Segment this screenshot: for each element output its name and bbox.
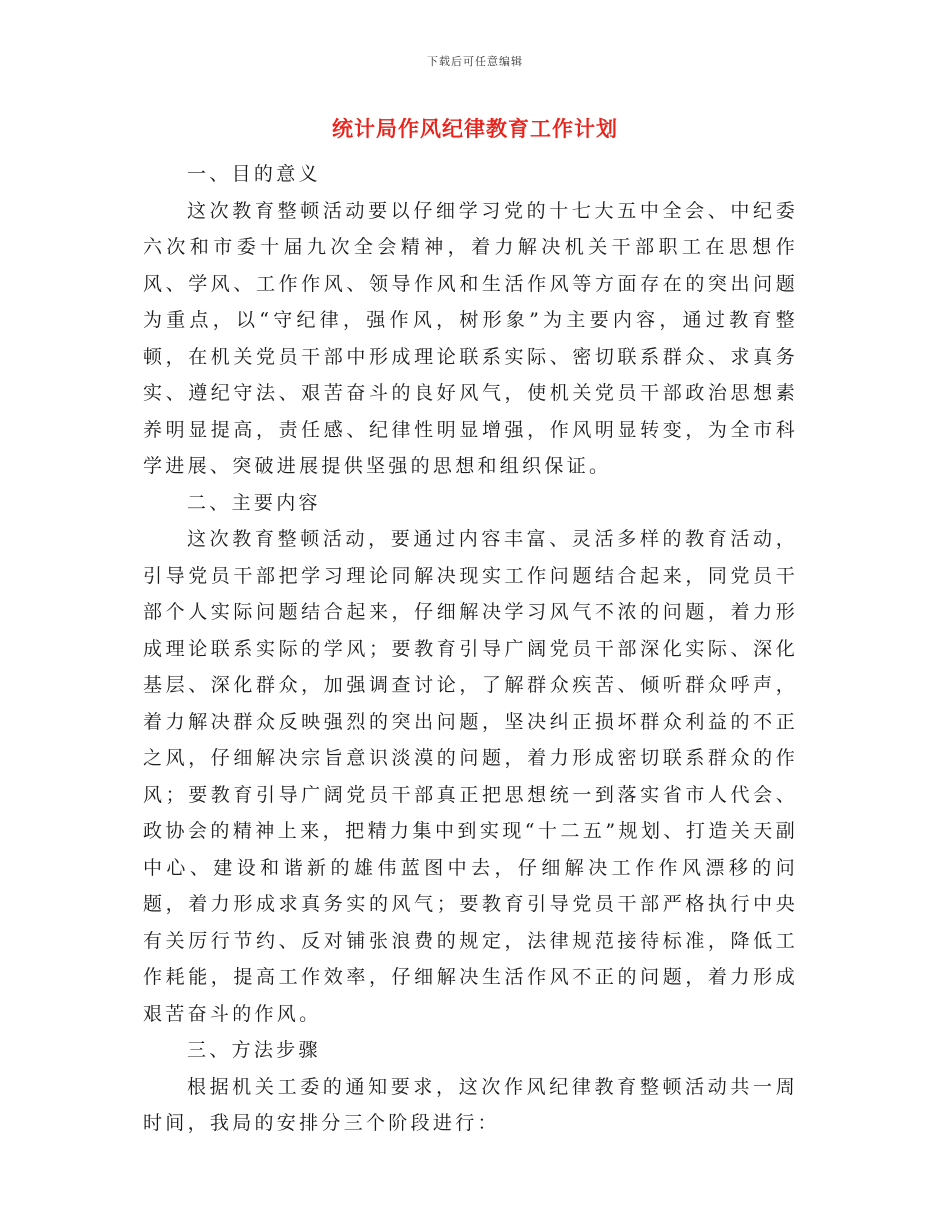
section-paragraph-steps: 根据机关工委的通知要求，这次作风纪律教育整顿活动共一周时间，我局的安排分三个阶段进行： — [143, 1075, 798, 1134]
section-heading-purpose: 一、目的意义 — [187, 163, 321, 185]
section-paragraph-content: 这次教育整顿活动，要通过内容丰富、灵活多样的教育活动，引导党员干部把学习理论同解决现实工作问题结合起来，同党员干部个人实际问题结合起来，仔细解决学习风气不浓的问题，着力形成理论联系实际的学风；要教育引导广阔党员干部深化实际、深化基层、深化群众，加强调查讨论，了解群众疾苦、倾听群众呼声，着力解决群众反映强烈的突出问题，坚决纠正损坏群众利益的不正之风，仔细解决宗旨意识淡漠的问题，着力形成密切联系群众的作风；要教育引导广阔党员干部真正把思想统一到落实省市人代会、政协会的精神上来，把精力集中到实现“十二五”规划、打造关天副中心、建设和谐新的雄伟蓝图中去，仔细解决工作作风漂移的问题，着力形成求真务实的风气；要教育引导党员干部严格执行中央有关厉行节约、反对铺张浪费的规定，法律规范接待标准，降低工作耗能，提高工作效率，仔细解决生活作风不正的问题，着力形成艰苦奋斗的作风。 — [143, 528, 798, 1025]
document-body — [143, 156, 798, 1142]
section-heading-content: 二、主要内容 — [187, 491, 321, 514]
document-title: 统计局作风纪律教育工作计划 — [332, 116, 618, 141]
page-header-note: 下载后可任意编辑 — [427, 55, 523, 68]
section-paragraph-purpose: 这次教育整顿活动要以仔细学习党的十七大五中全会、中纪委六次和市委十届九次全会精神，着力解决机关干部职工在思想作风、学风、工作作风、领导作风和生活作风等方面存在的突出问题为重点，以“守纪律，强作风，树形象”为主要内容，通过教育整顿，在机关党员干部中形成理论联系实际、密切联系群众、求真务实、遵纪守法、艰苦奋斗的良好风气，使机关党员干部政治思想素养明显提高，责任感、纪律性明显增强，作风明显转变，为全市科学进展、突破进展提供坚强的思想和组织保证。 — [143, 199, 798, 477]
section-heading-steps: 三、方法步骤 — [187, 1039, 321, 1061]
